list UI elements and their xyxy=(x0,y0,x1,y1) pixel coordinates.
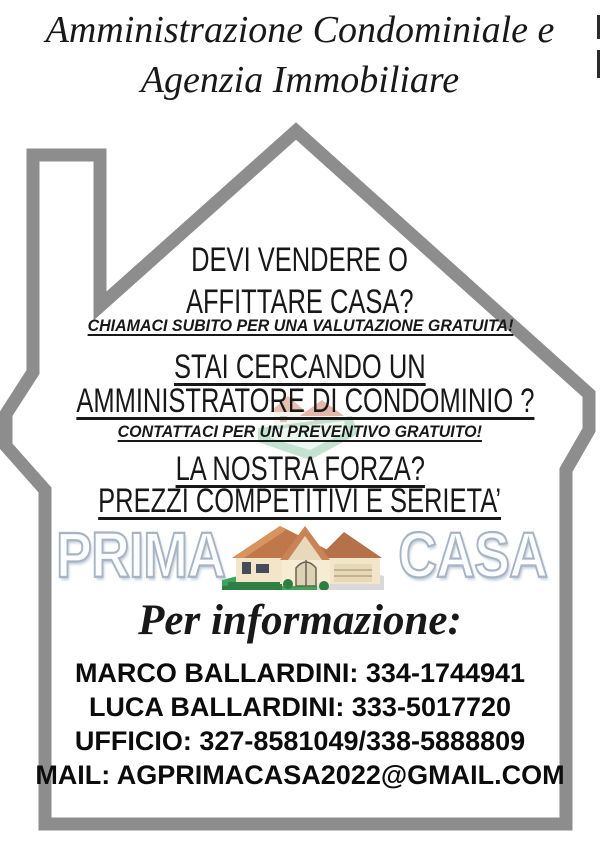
headline-admin-line1: STAI CERCANDO UN xyxy=(174,348,426,386)
headline-sell-line2: AFFITTARE CASA? xyxy=(186,283,414,321)
logo-word-casa: CASA xyxy=(398,519,548,591)
house-clipart-icon xyxy=(222,512,384,590)
headline-strength-line1: LA NOSTRA FORZA? xyxy=(175,450,425,488)
headline-strength-line2: PREZZI COMPETITIVI E SERIETA’ xyxy=(98,482,502,520)
subline-valuation: CHIAMACI SUBITO PER UNA VALUTAZIONE GRATUITA! xyxy=(87,316,513,335)
contact-line-mail: MAIL: AGPRIMACASA2022@GMAIL.COM xyxy=(35,760,565,790)
headline-admin-line2: AMMINISTRATORE DI CONDOMINIO ? xyxy=(76,382,535,420)
headline-sell-line1: DEVI VENDERE O xyxy=(191,241,409,279)
contact-line-ufficio: UFFICIO: 327-8581049/338-5888809 xyxy=(74,726,526,756)
contact-heading: Per informazione: xyxy=(138,597,462,644)
contact-line-luca: LUCA BALLARDINI: 333-5017720 xyxy=(88,692,512,722)
contact-line-marco: MARCO BALLARDINI: 334-1744941 xyxy=(74,658,526,688)
subline-quote: CONTATTACI PER UN PREVENTIVO GRATUITO! xyxy=(117,422,483,441)
flyer-title-line2: Agenzia Immobiliare xyxy=(140,59,460,101)
contact-block xyxy=(0,656,600,792)
logo-word-prima: PRIMA xyxy=(56,519,226,591)
flyer-title-line1: Amministrazione Condominiale e xyxy=(45,9,555,51)
